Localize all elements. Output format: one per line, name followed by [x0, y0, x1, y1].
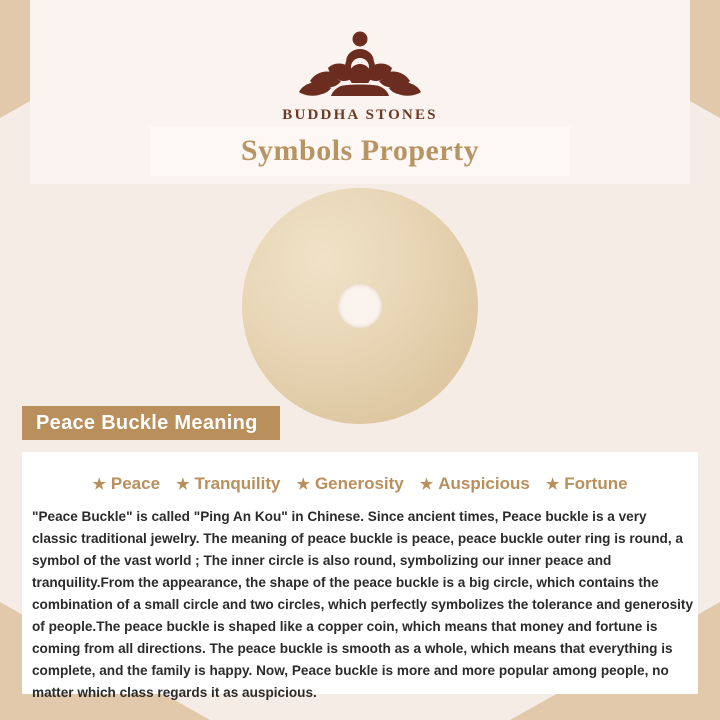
- star-icon: ★: [92, 475, 106, 493]
- keyword-label: Tranquility: [194, 474, 281, 493]
- brand-logo-block: [0, 24, 720, 124]
- keyword-label: Fortune: [564, 474, 628, 493]
- keyword-item-auspicious: [420, 474, 530, 494]
- keyword-item-generosity: [296, 474, 403, 494]
- description-paragraph: "Peace Buckle" is called "Ping An Kou" in Chinese. Since ancient times, Peace buckle is a very classic traditional jewelry. The meaning of peace buckle is peace, peace buckle outer ring is round, a symbol of the vast world ; The inner circle is also round, symbolizing our inner peace and tranquility.From the appearance, the shape of the peace buckle is a big circle, which contains the combination of a small circle and two circles, which perfectly symbolizes the tolerance and generosity of people.The peace buckle is shaped like a copper coin, which means that money and fortune is coming from all directions. The peace buckle is smooth as a whole, which means that everything is complete, and the family is happy. Now, Peace buckle is more and more popular among people, no matter which class regards it as auspicious.: [32, 509, 694, 701]
- keyword-item-peace: [92, 474, 160, 494]
- keyword-label: Generosity: [314, 474, 404, 493]
- section-ribbon: [22, 406, 280, 440]
- keyword-label: Peace: [110, 474, 161, 493]
- keyword-label: Auspicious: [438, 474, 530, 493]
- star-icon: ★: [296, 475, 310, 493]
- peace-buckle-disc: [242, 188, 478, 424]
- disc-inner-hole: [338, 284, 382, 328]
- star-icon: ★: [545, 475, 560, 493]
- keyword-item-tranquility: [176, 474, 280, 494]
- brand-name: BUDDHA STONES: [282, 107, 438, 123]
- star-icon: ★: [176, 475, 190, 493]
- section-ribbon-label: Peace Buckle Meaning: [36, 411, 258, 434]
- page-title-banner: [150, 126, 570, 176]
- keyword-item-fortune: [546, 474, 628, 494]
- lotus-meditation-icon: [0, 24, 720, 103]
- star-icon: ★: [419, 475, 434, 493]
- page-title: Symbols Property: [240, 134, 480, 167]
- keyword-list: [30, 474, 690, 494]
